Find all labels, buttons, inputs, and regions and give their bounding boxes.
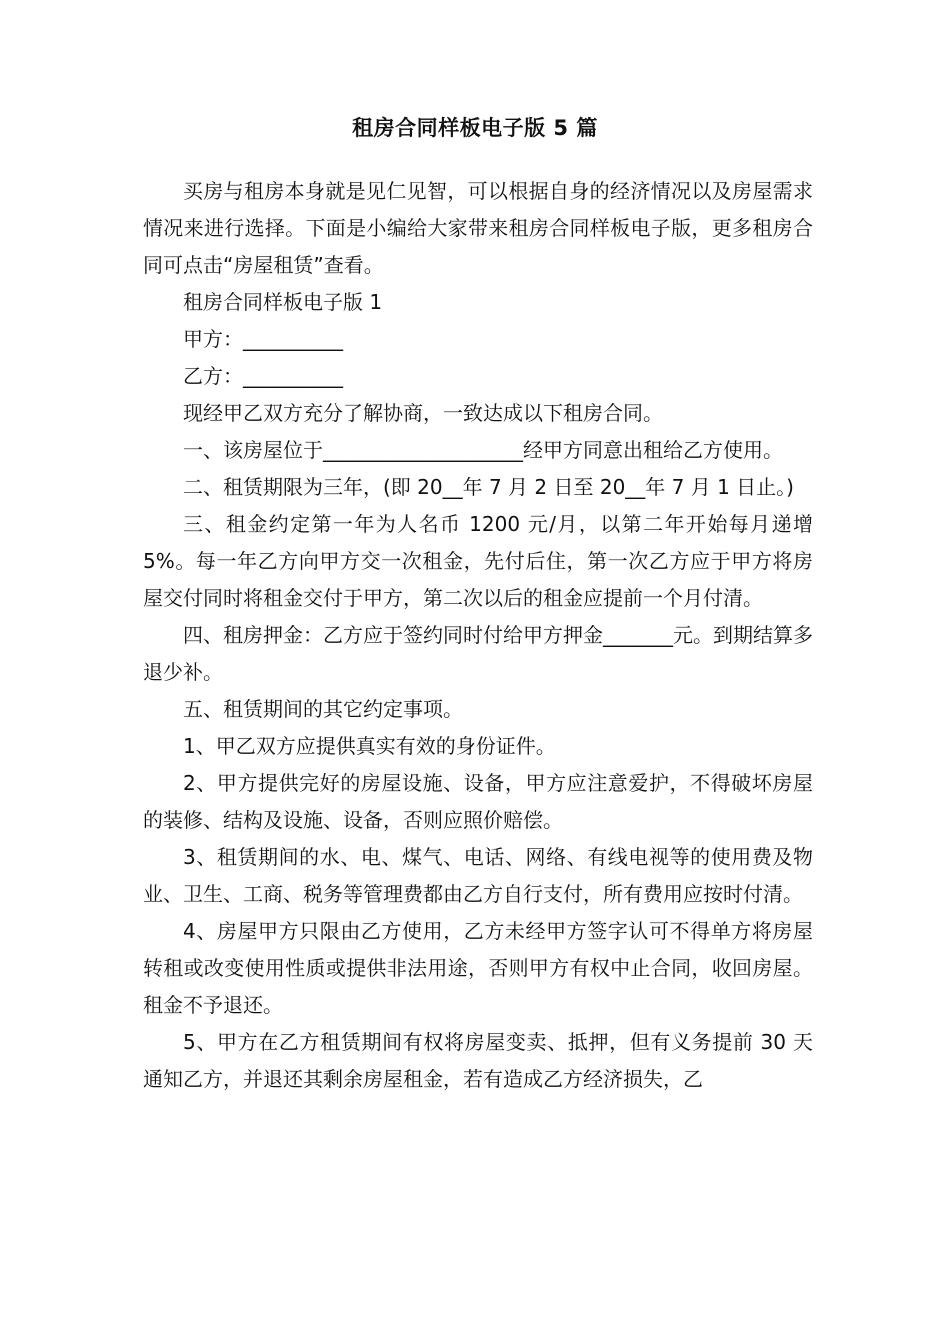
document-title: 租房合同样板电子版 5 篇 (352, 116, 598, 140)
paragraph-clause-4: 四、租房押金：乙方应于签约同时付给甲方押金_______元。到期结算多退少补。 (143, 623, 813, 684)
paragraph-clause-1: 一、该房屋位于____________________经甲方同意出租给乙方使用。 (183, 438, 783, 462)
paragraph-item-4: 4、房屋甲方只限由乙方使用，乙方未经甲方签字认可不得单方将房屋转租或改变使用性质或提供非法用途，否则甲方有权中止合同，收回房屋。租金不予退还。 (143, 919, 813, 1017)
document-body (143, 173, 813, 1098)
paragraph-intro: 买房与租房本身就是见仁见智，可以根据自身的经济情况以及房屋需求情况来进行选择。下面是小编给大家带来租房合同样板电子版，更多租房合同可点击“房屋租赁”查看。 (143, 179, 813, 277)
paragraph-clause-3: 三、租金约定第一年为人名币 1200 元/月，以第二年开始每月递增 5%。每一年乙方向甲方交一次租金，先付后住，第一次乙方应于甲方将房屋交付同时将租金交付于甲方，第二次以后的租金应提前一个月付清。 (143, 512, 813, 610)
paragraph-item-1: 1、甲乙双方应提供真实有效的身份证件。 (183, 734, 556, 758)
paragraph-item-2: 2、甲方提供完好的房屋设施、设备，甲方应注意爱护，不得破坏房屋的装修、结构及设施、设备，否则应照价赔偿。 (143, 771, 813, 832)
paragraph-item-3: 3、租赁期间的水、电、煤气、电话、网络、有线电视等的使用费及物业、卫生、工商、税务等管理费都由乙方自行支付，所有费用应按时付清。 (143, 845, 813, 906)
paragraph-party-a: 甲方：__________ (183, 327, 343, 351)
paragraph-agreement: 现经甲乙双方充分了解协商，一致达成以下租房合同。 (183, 401, 663, 425)
paragraph-party-b: 乙方：__________ (183, 364, 343, 388)
paragraph-clause-2: 二、租赁期限为三年，(即 20__年 7 月 2 日至 20__年 7 月 1 日止。) (183, 475, 794, 499)
paragraph-item-5: 5、甲方在乙方租赁期间有权将房屋变卖、抵押，但有义务提前 30 天通知乙方，并退还其剩余房屋租金，若有造成乙方经济损失，乙 (143, 1030, 813, 1091)
paragraph-section-heading: 租房合同样板电子版 1 (183, 290, 383, 314)
paragraph-clause-5: 五、租赁期间的其它约定事项。 (183, 697, 463, 721)
